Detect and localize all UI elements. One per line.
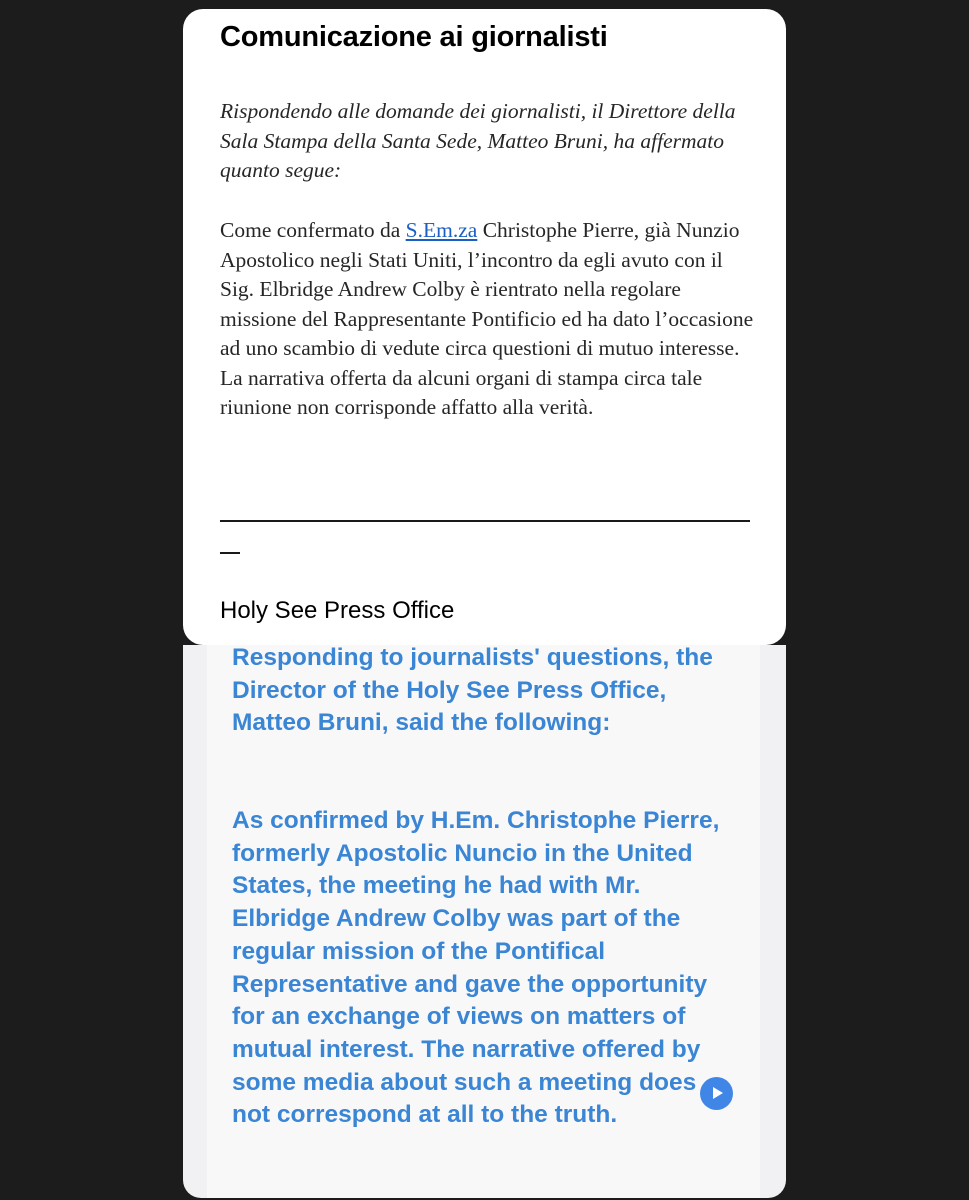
translation-paragraph-1[interactable]: Responding to journalists' questions, the Director of the Holy See Press Office, Matteo Bruni, said the following:	[232, 644, 713, 737]
sem-za-link[interactable]: S.Em.za	[405, 218, 478, 242]
article-card	[183, 9, 786, 645]
separator-rule	[220, 520, 750, 522]
article-body-end: Christophe Pierre, già Nunzio Apostolico negli Stati Uniti, l’incontro da egli avuto con il Sig. Elbridge Andrew Colby è rientrato nella regolare missione del Rappresentante Pontificio ed ha dato l’occasione ad uno scambio di vedute circa questioni di mutuo interesse. La narrativa offerta da alcuni organi di stampa circa tale riunione non corrisponde affatto alla verità.	[220, 218, 754, 419]
play-icon[interactable]	[700, 1077, 733, 1110]
article-intro: Rispondendo alle domande dei giornalisti, il Direttore della Sala Stampa della Santa Sede, Matteo Bruni, ha affermato quanto segue:	[220, 99, 736, 182]
source-label: Holy See Press Office	[220, 597, 455, 624]
separator-rule-tail	[220, 552, 240, 554]
article-body	[220, 216, 755, 423]
article-body-start: Come confermato da	[220, 218, 406, 242]
translation-content	[207, 645, 760, 1198]
translation-panel	[183, 645, 786, 1198]
article-title: Comunicazione ai giornalisti	[220, 21, 608, 53]
translation-paragraph-2[interactable]: As confirmed by H.Em. Christophe Pierre, formerly Apostolic Nuncio in the United States, the meeting he had with Mr. Elbridge Andrew Colby was part of the regular mission of the Pontifical Representative and gave the opportunity for an exchange of views on matters of mutual interest. The narrative offered by some media about such a meeting does not correspond at all to the truth.	[232, 807, 720, 1129]
